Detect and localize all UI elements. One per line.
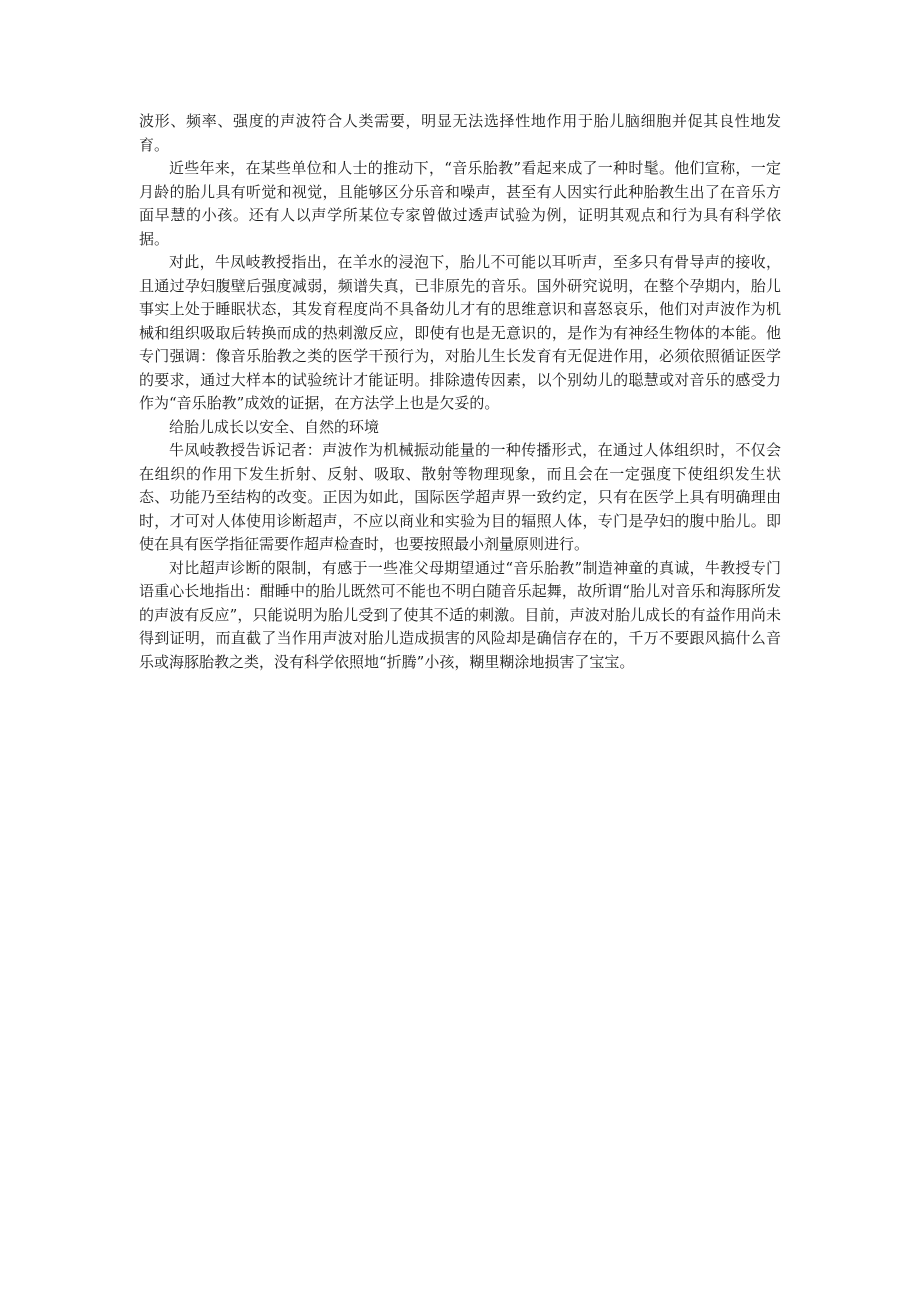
paragraph-professor-rebuttal: 对此，牛凤岐教授指出，在羊水的浸泡下，胎儿不可能以耳听声，至多只有骨导声的接收，且通过孕妇腹壁后强度减弱，频谱失真，已非原先的音乐。国外研究说明，在整个孕期内，胎儿事实上处于睡眠状态，其发育程度尚不具备幼儿才有的思维意识和喜怒哀乐，他们对声波作为机械和组织吸取后转换而成的热刺激反应，即使有也是无意识的，是作为有神经生物体的本能。他专门强调：像音乐胎教之类的医学干预行为，对胎儿生长发育有无促进作用，必须依照循证医学的要求，通过大样本的试验统计才能证明。排除遗传因素，以个别幼儿的聪慧或对音乐的感受力作为“音乐胎教”成效的证据，在方法学上也是欠妥的。 — [139, 253, 781, 412]
paragraph-ultrasound-safety: 牛凤岐教授告诉记者：声波作为机械振动能量的一种传播形式，在通过人体组织时，不仅会在组织的作用下发生折射、反射、吸取、散射等物理现象，而且会在一定强度下使组织发生状态、功能乃至结构的改变。正因为如此，国际医学超声界一致约定，只有在医学上具有明确理由时，才可对人体使用诊断超声，不应以商业和实验为目的辐照人体，专门是孕妇的腹中胎儿。即使在具有医学指征需要作超声检查时，也要按照最小剂量原则进行。 — [139, 441, 781, 553]
section-heading: 给胎儿成长以安全、自然的环境 — [169, 417, 380, 436]
paragraph-continuation: 波形、频率、强度的声波符合人类需要，明显无法选择性地作用于胎儿脑细胞并促其良性地发育。 — [139, 112, 781, 154]
paragraph-music-prenatal-trend: 近些年来，在某些单位和人士的推动下，“音乐胎教”看起来成了一种时髦。他们宣称，一定月龄的胎儿具有听觉和视觉，且能够区分乐音和噪声，甚至有人因实行此种胎教生出了在音乐方面早慧的小孩。还有人以声学所某位专家曾做过透声试验为例，证明其观点和行为具有科学依据。 — [139, 159, 781, 248]
paragraph-conclusion: 对比超声诊断的限制，有感于一些准父母期望通过“音乐胎教”制造神童的真诚，牛教授专门语重心长地指出：酣睡中的胎儿既然可不能也不明白随音乐起舞，故所谓“胎儿对音乐和海豚所发的声波有反应”，只能说明为胎儿受到了使其不适的刺激。目前，声波对胎儿成长的有益作用尚未得到证明，而直截了当作用声波对胎儿造成损害的风险却是确信存在的，千万不要跟风搞什么音乐或海豚胎教之类，没有科学依照地“折腾”小孩，糊里糊涂地损害了宝宝。 — [139, 558, 781, 671]
document-page — [139, 110, 781, 674]
